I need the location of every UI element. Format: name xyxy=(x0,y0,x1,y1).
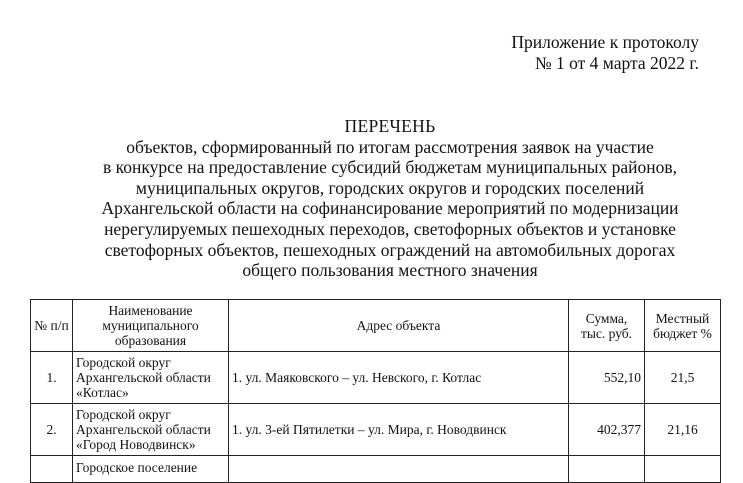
row-sum: 402,377 xyxy=(569,404,645,456)
table-row xyxy=(31,352,721,404)
annex-line-1: Приложение к протоколу xyxy=(511,32,699,52)
heading-line: светофорных объектов, пешеходных ограждений на автомобильных дорогах xyxy=(104,239,676,260)
row-name: Городской округ Архангельской области «Котлас» xyxy=(73,352,229,404)
heading-line: общего пользования местного значения xyxy=(242,260,538,281)
row-local-budget: 21,16 xyxy=(645,404,721,456)
heading-line: муниципальных округов, городских округов и городских поселений xyxy=(135,177,645,198)
table-row xyxy=(31,404,721,456)
header-sum: Сумма, тыс. руб. xyxy=(569,300,645,352)
document-heading xyxy=(60,116,720,281)
row-sum xyxy=(569,456,645,483)
annex-reference xyxy=(511,32,699,74)
row-address: 1. ул. Маяковского – ул. Невского, г. Котлас xyxy=(229,352,569,404)
header-address: Адрес объекта xyxy=(229,300,569,352)
row-address: 1. ул. 3-ей Пятилетки – ул. Мира, г. Новодвинск xyxy=(229,404,569,456)
row-sum: 552,10 xyxy=(569,352,645,404)
header-name: Наименование муниципального образования xyxy=(73,300,229,352)
row-num xyxy=(31,456,73,483)
row-address xyxy=(229,456,569,483)
header-num: № п/п xyxy=(31,300,73,352)
row-name: Городское поселение xyxy=(73,456,229,483)
heading-line: объектов, сформированный по итогам рассмотрения заявок на участие xyxy=(126,136,654,157)
row-local-budget xyxy=(645,456,721,483)
heading-line: нерегулируемых пешеходных переходов, светофорных объектов и установке xyxy=(104,218,676,239)
row-num: 2. xyxy=(31,404,73,456)
heading-line: Архангельской области на софинансирование мероприятий по модернизации xyxy=(101,198,679,219)
heading-line: в конкурсе на предоставление субсидий бюджетам муниципальных районов, xyxy=(102,157,677,178)
header-local-budget: Местный бюджет % xyxy=(645,300,721,352)
table-row xyxy=(31,456,721,483)
annex-line-2: № 1 от 4 марта 2022 г. xyxy=(534,53,699,73)
table-header-row xyxy=(31,300,721,352)
row-name: Городской округ Архангельской области «Город Новодвинск» xyxy=(73,404,229,456)
document-title: ПЕРЕЧЕНЬ xyxy=(344,116,436,136)
row-num: 1. xyxy=(31,352,73,404)
row-local-budget: 21,5 xyxy=(645,352,721,404)
objects-table xyxy=(30,299,721,483)
